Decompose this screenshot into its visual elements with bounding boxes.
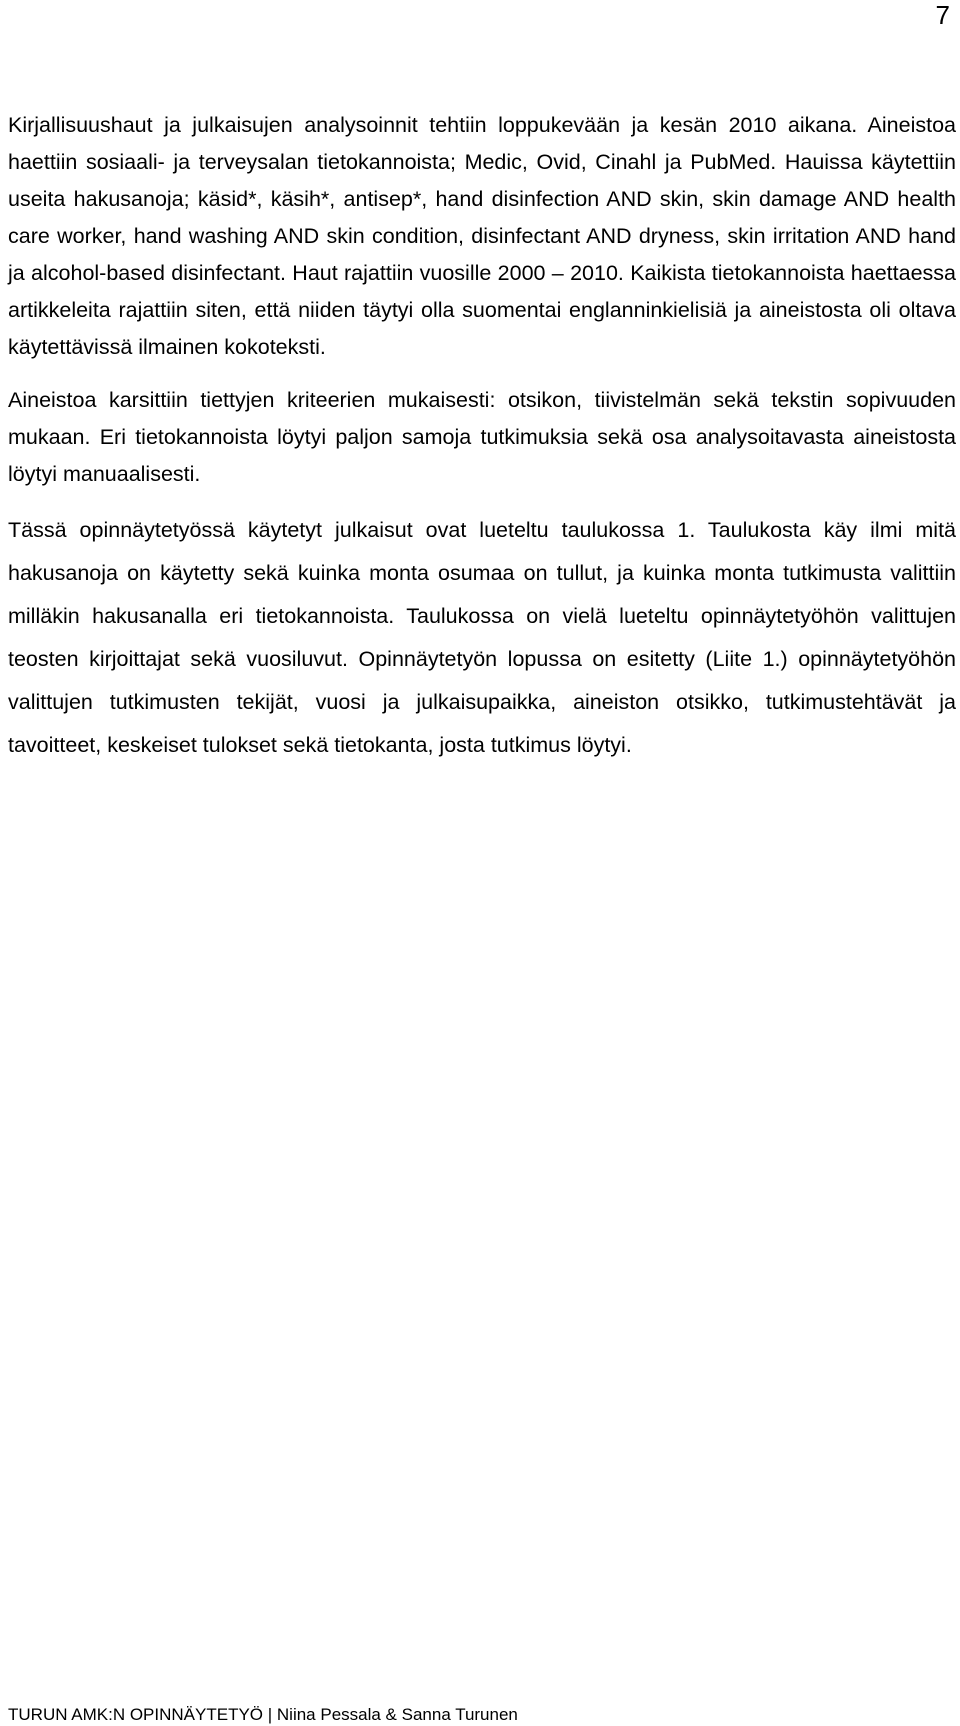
body-text: [8, 107, 956, 767]
page-number: 7: [935, 0, 950, 30]
paragraph-material-selection: Aineistoa karsittiin tiettyjen kriteerien mukaisesti: otsikon, tiivistelmän sekä tekstin sopivuuden mukaan. Eri tietokannoista löytyi paljon samoja tutkimuksia sekä osa analysoitavasta aineistosta löytyi manuaalisesti.: [8, 388, 956, 486]
paragraph-table-description: Tässä opinnäytetyössä käytetyt julkaisut ovat lueteltu taulukossa 1. Taulukosta käy ilmi mitä hakusanoja on käytetty sekä kuinka monta osumaa on tullut, ja kuinka monta tutkimusta valittiin milläkin hakusanalla eri tietokannoista. Taulukossa on vielä lueteltu opinnäytetyöhön valittujen teosten kirjoittajat sekä vuosiluvut. Opinnäytetyön lopussa on esitetty (Liite 1.) opinnäytetyöhön valittujen tutkimusten tekijät, vuosi ja julkaisupaikka, aineiston otsikko, tutkimustehtävät ja tavoitteet, keskeiset tulokset sekä tietokanta, josta tutkimus löytyi.: [8, 518, 956, 757]
paragraph-literature-search: Kirjallisuushaut ja julkaisujen analysoinnit tehtiin loppukevään ja kesän 2010 aikana. Aineistoa haettiin sosiaali- ja terveysalan tietokannoista; Medic, Ovid, Cinahl ja PubMed. Hauissa käytettiin useita hakusanoja; käsid*, käsih*, antisep*, hand disinfection AND skin, skin damage AND health care worker, hand washing AND skin condition, disinfectant AND dryness, skin irritation AND hand ja alcohol-based disinfectant. Haut rajattiin vuosille 2000 – 2010. Kaikista tietokannoista haettaessa artikkeleita rajattiin siten, että niiden täytyi olla suomentai englanninkielisiä ja aineistosta oli oltava käytettävissä ilmainen kokoteksti.: [8, 113, 956, 359]
page-footer: TURUN AMK:N OPINNÄYTETYÖ | Niina Pessala & Sanna Turunen: [8, 1705, 518, 1724]
